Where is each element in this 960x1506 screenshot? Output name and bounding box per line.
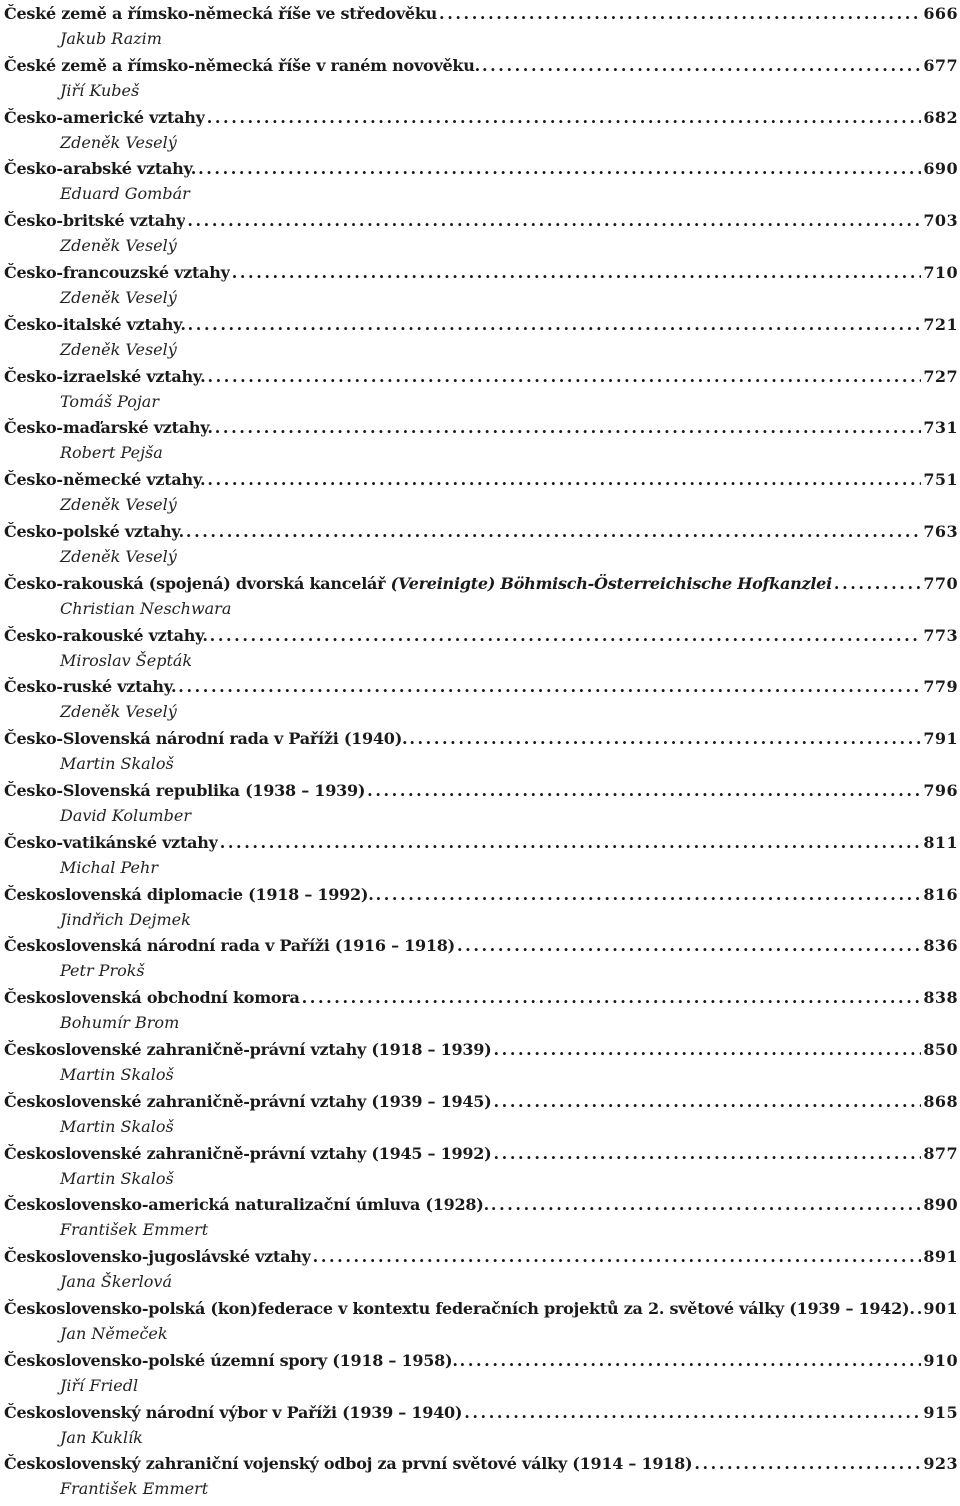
entry-title: Československá národní rada v Paříži (1916 – 1918) bbox=[4, 936, 455, 956]
dot-leader bbox=[188, 315, 922, 334]
entry-title: Československé zahraničně-právní vztahy (1918 – 1939) bbox=[4, 1039, 492, 1059]
entry-author: Martin Skaloš bbox=[60, 1168, 174, 1188]
entry-page-number: 811 bbox=[923, 832, 958, 852]
entry-title: Česko-polské vztahy. bbox=[4, 521, 184, 541]
toc-entry-heading bbox=[4, 677, 958, 702]
toc-entry bbox=[4, 1144, 958, 1196]
toc-entry bbox=[4, 626, 958, 678]
toc-entry bbox=[4, 211, 958, 263]
toc-entry bbox=[4, 4, 958, 56]
entry-page-number: 791 bbox=[923, 729, 958, 749]
dot-leader bbox=[493, 1092, 921, 1111]
entry-title: Česko-německé vztahy. bbox=[4, 470, 206, 490]
toc-entry-heading bbox=[4, 522, 958, 547]
entry-title: Československo-americká naturalizační úmluva (1928). bbox=[4, 1195, 489, 1215]
entry-author: Martin Skaloš bbox=[60, 754, 174, 774]
entry-page-number: 710 bbox=[923, 262, 958, 282]
entry-page-number: 923 bbox=[923, 1454, 958, 1474]
dot-leader bbox=[207, 470, 921, 489]
dot-leader bbox=[232, 263, 922, 282]
entry-author: Martin Skaloš bbox=[60, 1064, 174, 1084]
entry-page-number: 796 bbox=[923, 780, 958, 800]
toc-entry bbox=[4, 781, 958, 833]
toc-entry-heading bbox=[4, 1247, 958, 1272]
entry-title: Česko-Slovenská národní rada v Paříži (1940). bbox=[4, 729, 408, 749]
entry-author: Tomáš Pojar bbox=[60, 391, 159, 411]
entry-title: Československé zahraničně-právní vztahy (1939 – 1945) bbox=[4, 1091, 492, 1111]
toc-entry bbox=[4, 574, 958, 626]
toc-entry-heading bbox=[4, 574, 958, 599]
entry-page-number: 690 bbox=[923, 159, 958, 179]
entry-page-number: 727 bbox=[923, 366, 958, 386]
dot-leader bbox=[207, 367, 921, 386]
dot-leader bbox=[493, 1144, 921, 1163]
entry-page-number: 890 bbox=[923, 1195, 958, 1215]
entry-author: Robert Pejša bbox=[60, 443, 163, 463]
entry-author: Bohumír Brom bbox=[60, 1013, 180, 1033]
toc-entry bbox=[4, 936, 958, 988]
toc-entry-heading bbox=[4, 108, 958, 133]
entry-title: Česko-rakouské vztahy. bbox=[4, 625, 208, 645]
toc-entry-heading bbox=[4, 1454, 958, 1479]
entry-title: Česko-italské vztahy. bbox=[4, 314, 186, 334]
toc-entry-heading bbox=[4, 936, 958, 961]
toc-entry bbox=[4, 677, 958, 729]
entry-author: Jakub Razim bbox=[60, 29, 162, 48]
entry-title: Česko-izraelské vztahy. bbox=[4, 366, 206, 386]
entry-author: Zdeněk Veselý bbox=[60, 132, 177, 152]
toc-entry-heading bbox=[4, 56, 958, 81]
dot-leader bbox=[409, 729, 921, 748]
entry-title: Československý národní výbor v Paříži (1939 – 1940) bbox=[4, 1402, 463, 1422]
entry-author: Jiří Friedl bbox=[60, 1375, 139, 1395]
toc-entry-heading bbox=[4, 833, 958, 858]
entry-title: Československá diplomacie (1918 – 1992). bbox=[4, 884, 374, 904]
entry-title: Československá obchodní komora bbox=[4, 988, 300, 1008]
toc-entry-heading bbox=[4, 367, 958, 392]
toc-entry bbox=[4, 159, 958, 211]
entry-author: Zdeněk Veselý bbox=[60, 702, 177, 722]
table-of-contents bbox=[4, 4, 958, 1506]
entry-author: Jindřich Dejmek bbox=[60, 909, 191, 929]
toc-entry bbox=[4, 885, 958, 937]
entry-page-number: 910 bbox=[923, 1350, 958, 1370]
entry-title: Česko-britské vztahy bbox=[4, 211, 186, 231]
entry-page-number: 877 bbox=[923, 1143, 958, 1163]
entry-page-number: 677 bbox=[923, 55, 958, 75]
dot-leader bbox=[917, 1299, 922, 1318]
entry-title: Československo-polské územní spory (1918 – 1958). bbox=[4, 1350, 458, 1370]
entry-title: Československý zahraniční vojenský odboj za první světové války (1914 – 1918) bbox=[4, 1454, 693, 1474]
entry-author: David Kolumber bbox=[60, 805, 191, 825]
entry-author: Petr Prokš bbox=[60, 961, 145, 981]
entry-page-number: 731 bbox=[923, 418, 958, 438]
toc-entry-heading bbox=[4, 1351, 958, 1376]
entry-page-number: 850 bbox=[923, 1039, 958, 1059]
toc-entry-heading bbox=[4, 1403, 958, 1428]
entry-title: Česko-francouzské vztahy bbox=[4, 262, 230, 282]
entry-author: Eduard Gombár bbox=[60, 184, 190, 204]
toc-entry-heading bbox=[4, 729, 958, 754]
toc-entry bbox=[4, 108, 958, 160]
entry-title: Česko-arabské vztahy. bbox=[4, 159, 197, 179]
entry-page-number: 901 bbox=[923, 1298, 958, 1318]
toc-entry bbox=[4, 1403, 958, 1455]
toc-entry bbox=[4, 729, 958, 781]
entry-author: František Emmert bbox=[60, 1479, 209, 1499]
entry-title: České země a římsko-německá říše v raném novověku. bbox=[4, 55, 480, 75]
entry-title: Česko-ruské vztahy. bbox=[4, 677, 177, 697]
entry-title-german: (Vereinigte) Böhmisch-Österreichische Hofkanzlei bbox=[390, 573, 832, 593]
dot-leader bbox=[482, 56, 921, 75]
toc-entry-heading bbox=[4, 1040, 958, 1065]
entry-page-number: 779 bbox=[923, 677, 958, 697]
entry-author: Jana Škerlová bbox=[60, 1272, 172, 1292]
toc-entry-heading bbox=[4, 1092, 958, 1117]
dot-leader bbox=[464, 1403, 921, 1422]
entry-author: Zdeněk Veselý bbox=[60, 546, 177, 566]
dot-leader bbox=[457, 936, 921, 955]
entry-author: Jan Kuklík bbox=[60, 1427, 143, 1447]
toc-entry bbox=[4, 1040, 958, 1092]
entry-page-number: 915 bbox=[923, 1402, 958, 1422]
toc-entry bbox=[4, 315, 958, 367]
entry-author: Martin Skaloš bbox=[60, 1116, 174, 1136]
entry-title: České země a římsko-německá říše ve středověku bbox=[4, 4, 438, 23]
toc-entry bbox=[4, 1454, 958, 1506]
toc-entry-heading bbox=[4, 418, 958, 443]
entry-title: Česko-vatikánské vztahy bbox=[4, 832, 218, 852]
dot-leader bbox=[491, 1195, 921, 1214]
toc-entry bbox=[4, 367, 958, 419]
dot-leader bbox=[215, 418, 922, 437]
dot-leader bbox=[694, 1454, 921, 1473]
dot-leader bbox=[187, 211, 921, 230]
toc-entry-heading bbox=[4, 781, 958, 806]
entry-page-number: 868 bbox=[923, 1091, 958, 1111]
toc-entry-heading bbox=[4, 1299, 958, 1324]
toc-entry-heading bbox=[4, 4, 958, 29]
entry-page-number: 763 bbox=[923, 521, 958, 541]
dot-leader bbox=[210, 626, 922, 645]
dot-leader bbox=[834, 574, 921, 593]
dot-leader bbox=[302, 988, 922, 1007]
toc-entry-heading bbox=[4, 159, 958, 184]
entry-author: Michal Pehr bbox=[60, 857, 158, 877]
entry-author: Jan Němeček bbox=[60, 1323, 168, 1343]
entry-page-number: 770 bbox=[923, 573, 958, 593]
entry-title: Československo-polská (kon)federace v kontextu federačních projektů za 2. světové války (1939 – 1942). bbox=[4, 1298, 915, 1318]
toc-entry-heading bbox=[4, 1195, 958, 1220]
entry-title: Česko-americké vztahy bbox=[4, 107, 205, 127]
toc-entry-heading bbox=[4, 988, 958, 1013]
entry-page-number: 773 bbox=[923, 625, 958, 645]
entry-author: Christian Neschwara bbox=[60, 598, 232, 618]
dot-leader bbox=[376, 885, 922, 904]
entry-page-number: 703 bbox=[923, 211, 958, 231]
toc-entry bbox=[4, 1351, 958, 1403]
entry-author: Miroslav Šepták bbox=[60, 650, 193, 670]
entry-page-number: 816 bbox=[923, 884, 958, 904]
toc-entry bbox=[4, 833, 958, 885]
toc-entry-heading bbox=[4, 263, 958, 288]
toc-entry-heading bbox=[4, 211, 958, 236]
dot-leader bbox=[198, 159, 921, 178]
dot-leader bbox=[493, 1040, 921, 1059]
entry-title: Česko-Slovenská republika (1938 – 1939) bbox=[4, 780, 366, 800]
dot-leader bbox=[207, 108, 922, 127]
entry-page-number: 751 bbox=[923, 470, 958, 490]
toc-entry bbox=[4, 56, 958, 108]
entry-page-number: 666 bbox=[923, 4, 958, 23]
toc-entry bbox=[4, 1299, 958, 1351]
toc-entry bbox=[4, 1092, 958, 1144]
toc-entry bbox=[4, 470, 958, 522]
entry-author: Jiří Kubeš bbox=[60, 80, 140, 100]
entry-author: Zdeněk Veselý bbox=[60, 287, 177, 307]
toc-entry bbox=[4, 1247, 958, 1299]
entry-page-number: 682 bbox=[923, 107, 958, 127]
entry-title: Československo-jugoslávské vztahy bbox=[4, 1247, 311, 1267]
entry-page-number: 836 bbox=[923, 936, 958, 956]
dot-leader bbox=[439, 4, 921, 23]
entry-title: Česko-maďarské vztahy. bbox=[4, 418, 213, 438]
entry-page-number: 721 bbox=[923, 314, 958, 334]
entry-title: Československé zahraničně-právní vztahy (1945 – 1992) bbox=[4, 1143, 492, 1163]
entry-author: František Emmert bbox=[60, 1220, 209, 1240]
entry-author: Zdeněk Veselý bbox=[60, 339, 177, 359]
entry-author: Zdeněk Veselý bbox=[60, 495, 177, 515]
toc-entry-heading bbox=[4, 626, 958, 651]
entry-title: Česko-rakouská (spojená) dvorská kancelář (Vereinigte) Böhmisch-Österreichische Hofkanzlei bbox=[4, 573, 832, 593]
dot-leader bbox=[367, 781, 921, 800]
toc-entry-heading bbox=[4, 885, 958, 910]
entry-author: Zdeněk Veselý bbox=[60, 236, 177, 256]
dot-leader bbox=[460, 1351, 922, 1370]
toc-entry bbox=[4, 988, 958, 1040]
toc-entry bbox=[4, 263, 958, 315]
dot-leader bbox=[220, 833, 922, 852]
toc-entry-heading bbox=[4, 470, 958, 495]
dot-leader bbox=[313, 1247, 922, 1266]
dot-leader bbox=[186, 522, 921, 541]
toc-entry bbox=[4, 418, 958, 470]
toc-entry-heading bbox=[4, 315, 958, 340]
toc-entry bbox=[4, 522, 958, 574]
entry-page-number: 838 bbox=[923, 988, 958, 1008]
toc-entry bbox=[4, 1195, 958, 1247]
entry-page-number: 891 bbox=[923, 1247, 958, 1267]
dot-leader bbox=[178, 677, 921, 696]
toc-entry-heading bbox=[4, 1144, 958, 1169]
